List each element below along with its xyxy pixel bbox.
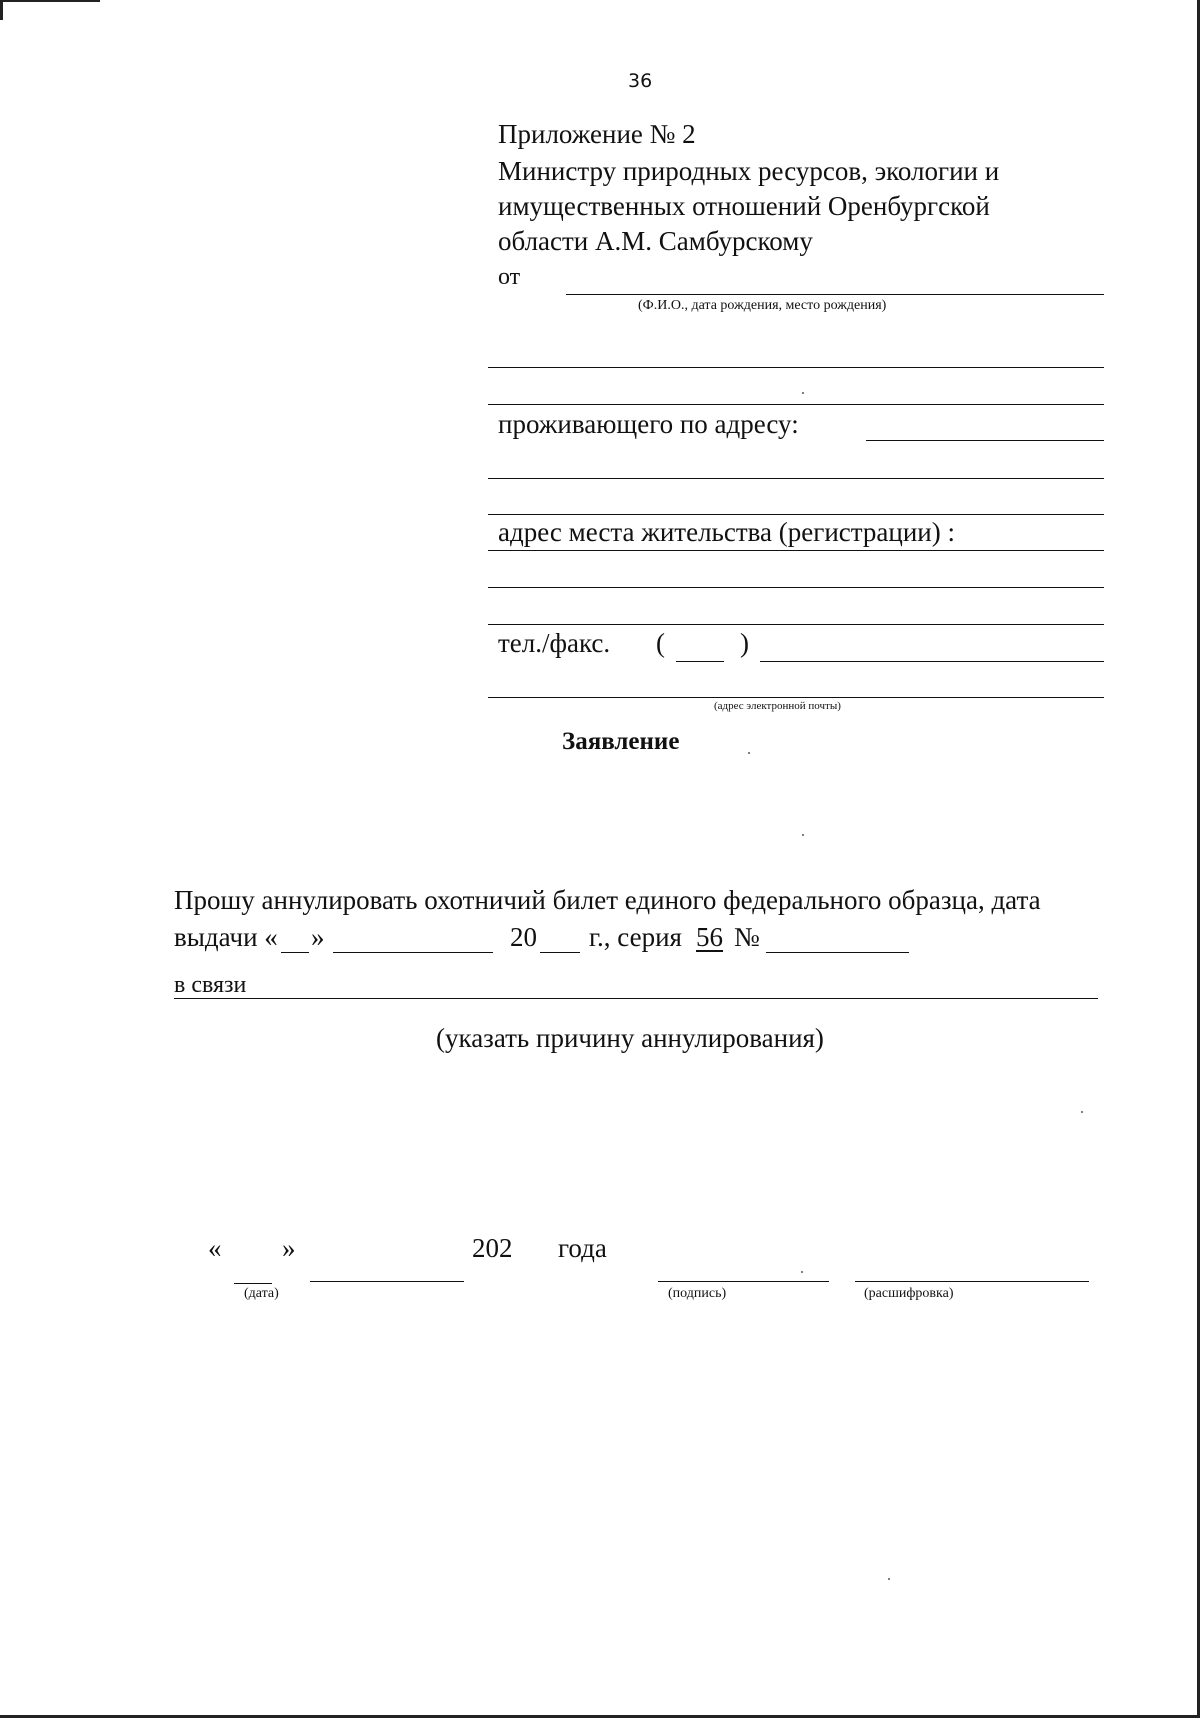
request-line-1: Прошу аннулировать охотничий билет единого федерального образца, дата xyxy=(174,885,1041,915)
registration-field-1[interactable] xyxy=(488,550,1104,551)
phone-open-paren: ( xyxy=(656,628,665,658)
date-day-field[interactable] xyxy=(234,1283,272,1284)
registration-field-3[interactable] xyxy=(488,624,1104,625)
residence-label: проживающего по адресу: xyxy=(498,409,799,439)
registration-label: адрес места жительства (регистрации) : xyxy=(498,517,955,547)
date-quote-open: « xyxy=(208,1233,222,1263)
appendix-label: Приложение № 2 xyxy=(498,119,696,149)
name-decode-field[interactable] xyxy=(855,1281,1089,1282)
addressee-line-2: имущественных отношений Оренбургской xyxy=(498,191,990,221)
date-quote-close: » xyxy=(282,1233,296,1263)
from-name-field[interactable] xyxy=(566,294,1104,295)
issue-date-label: выдачи « xyxy=(174,922,278,952)
page-number: 36 xyxy=(628,70,653,92)
number-label: № xyxy=(734,922,760,952)
scan-speck xyxy=(1081,1111,1083,1113)
from-label: от xyxy=(498,264,521,290)
ticket-number-field[interactable] xyxy=(766,952,909,953)
residence-field-2[interactable] xyxy=(488,478,1104,479)
series-label: г., серия xyxy=(589,922,682,952)
series-value: 56 xyxy=(696,922,723,952)
scan-border-top xyxy=(0,0,100,2)
scan-speck xyxy=(748,752,750,754)
phone-code-field[interactable] xyxy=(676,661,724,662)
scan-speck xyxy=(801,1271,803,1273)
from-line-2[interactable] xyxy=(488,367,1104,368)
registration-field-2[interactable] xyxy=(488,587,1104,588)
issue-year-prefix: 20 xyxy=(510,922,537,952)
email-caption: (адрес электронной почты) xyxy=(714,700,841,712)
phone-label: тел./факс. xyxy=(498,628,611,658)
scan-border-left xyxy=(0,0,3,20)
addressee-line-3: области А.М. Самбурскому xyxy=(498,226,813,256)
issue-month-field[interactable] xyxy=(333,952,493,953)
phone-close-paren: ) xyxy=(740,628,749,658)
addressee-line-1: Министру природных ресурсов, экологии и xyxy=(498,156,1000,186)
from-line-3[interactable] xyxy=(488,404,1104,405)
residence-field-1[interactable] xyxy=(866,440,1104,441)
name-decode-caption: (расшифровка) xyxy=(864,1286,954,1301)
residence-field-3[interactable] xyxy=(488,514,1104,515)
issue-year-field[interactable] xyxy=(540,952,580,953)
issue-day-field[interactable] xyxy=(281,952,309,953)
phone-number-field[interactable] xyxy=(760,661,1104,662)
scan-speck xyxy=(802,834,804,836)
reason-label: в связи xyxy=(174,972,247,998)
signature-field[interactable] xyxy=(658,1281,829,1282)
reason-caption: (указать причину аннулирования) xyxy=(436,1023,824,1053)
issue-date-close: » xyxy=(311,922,325,952)
date-month-field[interactable] xyxy=(310,1281,464,1282)
scan-speck xyxy=(888,1578,890,1580)
from-caption: (Ф.И.О., дата рождения, место рождения) xyxy=(638,298,887,313)
email-field[interactable] xyxy=(488,697,1104,698)
scan-speck xyxy=(802,392,804,394)
reason-field[interactable] xyxy=(174,998,1098,999)
signature-caption: (подпись) xyxy=(668,1286,727,1301)
date-year-prefix: 202 xyxy=(472,1233,513,1263)
document-title: Заявление xyxy=(562,728,680,755)
date-year-word: года xyxy=(558,1233,607,1263)
date-caption: (дата) xyxy=(244,1286,279,1301)
